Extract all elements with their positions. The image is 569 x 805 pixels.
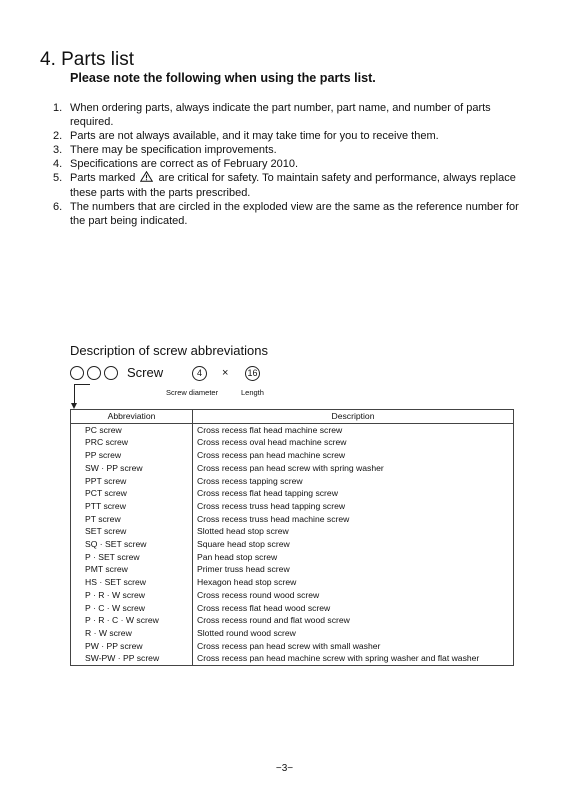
diameter-number: 4 xyxy=(192,366,207,381)
description-cell: Cross recess round wood screw xyxy=(193,589,514,602)
item-text-after: are critical for safety. To maintain safety and performance, always replace these parts with the parts prescribed. xyxy=(70,172,516,199)
list-item xyxy=(53,143,523,157)
screw-abbreviation-table xyxy=(70,409,514,666)
abbreviation-cell: P · C · W screw xyxy=(71,602,193,615)
column-header: Abbreviation xyxy=(71,410,193,424)
item-number: 3. xyxy=(53,144,63,156)
abbreviation-cell: PT screw xyxy=(71,513,193,526)
item-number: 2. xyxy=(53,130,63,142)
screw-word: Screw xyxy=(127,365,164,380)
table-row xyxy=(71,563,514,576)
description-cell: Hexagon head stop screw xyxy=(193,576,514,589)
table-header-row xyxy=(71,410,514,424)
list-item xyxy=(53,200,523,228)
item-number: 5. xyxy=(53,172,63,184)
abbreviation-cell: PCT screw xyxy=(71,487,193,500)
abbr-circle-icon xyxy=(104,366,118,380)
item-number: 6. xyxy=(53,201,63,213)
item-text: There may be specification improvements. xyxy=(70,144,277,156)
description-cell: Cross recess flat head wood screw xyxy=(193,602,514,615)
abbr-circle-icon xyxy=(70,366,84,380)
description-cell: Cross recess pan head screw with small washer xyxy=(193,640,514,653)
table-row xyxy=(71,627,514,640)
list-item xyxy=(53,157,523,171)
item-text: Specifications are correct as of February 2010. xyxy=(70,158,299,170)
length-caption: Length xyxy=(241,388,264,397)
description-cell: Primer truss head screw xyxy=(193,563,514,576)
item-text-before: Parts marked xyxy=(70,172,136,184)
abbreviation-cell: PC screw xyxy=(71,423,193,436)
abbreviation-cell: PP screw xyxy=(71,449,193,462)
description-cell: Cross recess pan head screw with spring washer xyxy=(193,462,514,475)
diameter-caption: Screw diameter xyxy=(166,388,219,397)
abbreviation-cell: PTT screw xyxy=(71,500,193,513)
description-cell: Cross recess truss head tapping screw xyxy=(193,500,514,513)
abbreviation-cell: SET screw xyxy=(71,525,193,538)
table-row xyxy=(71,449,514,462)
usage-note: Please note the following when using the parts list. xyxy=(70,71,376,85)
description-cell: Pan head stop screw xyxy=(193,551,514,564)
table-row xyxy=(71,513,514,526)
abbreviation-cell: PW · PP screw xyxy=(71,640,193,653)
abbr-circle-icon xyxy=(87,366,101,380)
abbreviation-cell: PRC screw xyxy=(71,436,193,449)
item-text: Parts are not always available, and it may take time for you to receive them. xyxy=(70,130,439,142)
abbreviation-cell: P · R · W screw xyxy=(71,589,193,602)
table-row xyxy=(71,423,514,436)
table-row xyxy=(71,538,514,551)
abbreviation-cell: SQ · SET screw xyxy=(71,538,193,551)
description-cell: Cross recess oval head machine screw xyxy=(193,436,514,449)
times-sign: × xyxy=(222,367,229,379)
description-cell: Slotted head stop screw xyxy=(193,525,514,538)
abbreviation-cell: PPT screw xyxy=(71,475,193,488)
table-row xyxy=(71,602,514,615)
table-row xyxy=(71,589,514,602)
abbreviation-cell: P · R · C · W screw xyxy=(71,614,193,627)
page-number: −3− xyxy=(275,763,294,774)
description-cell: Square head stop screw xyxy=(193,538,514,551)
item-text: The numbers that are circled in the exploded view are the same as the reference number for the part being indicated. xyxy=(70,201,519,227)
notes-list xyxy=(53,101,523,228)
warning-triangle-icon xyxy=(140,171,153,186)
screw-legend xyxy=(70,366,400,406)
legend-connector xyxy=(74,384,90,385)
item-number: 4. xyxy=(53,158,63,170)
table-row xyxy=(71,551,514,564)
table-row xyxy=(71,640,514,653)
abbreviation-cell: R · W screw xyxy=(71,627,193,640)
abbreviation-cell: HS · SET screw xyxy=(71,576,193,589)
description-cell: Cross recess pan head machine screw xyxy=(193,449,514,462)
abbreviation-cell: SW · PP screw xyxy=(71,462,193,475)
description-cell: Cross recess tapping screw xyxy=(193,475,514,488)
table-row xyxy=(71,462,514,475)
description-cell: Cross recess flat head tapping screw xyxy=(193,487,514,500)
table-row xyxy=(71,525,514,538)
abbreviation-cell: SW-PW · PP screw xyxy=(71,652,193,665)
table-row xyxy=(71,487,514,500)
abbreviation-cell: PMT screw xyxy=(71,563,193,576)
screw-section-title: Description of screw abbreviations xyxy=(70,343,268,358)
description-cell: Cross recess pan head machine screw with spring washer and flat washer xyxy=(193,652,514,665)
description-cell: Cross recess round and flat wood screw xyxy=(193,614,514,627)
abbreviation-cell: P · SET screw xyxy=(71,551,193,564)
item-number: 1. xyxy=(53,102,63,114)
item-text: When ordering parts, always indicate the part number, part name, and number of parts required. xyxy=(70,102,491,128)
table-row xyxy=(71,475,514,488)
page-heading: 4. Parts list xyxy=(40,48,134,70)
description-cell: Cross recess flat head machine screw xyxy=(193,423,514,436)
list-item xyxy=(53,129,523,143)
column-header: Description xyxy=(193,410,514,424)
description-cell: Slotted round wood screw xyxy=(193,627,514,640)
table-row xyxy=(71,614,514,627)
table-row xyxy=(71,576,514,589)
length-number: 16 xyxy=(245,366,260,381)
list-item xyxy=(53,171,523,200)
table-row xyxy=(71,436,514,449)
list-item xyxy=(53,101,523,129)
legend-connector xyxy=(74,384,75,403)
description-cell: Cross recess truss head machine screw xyxy=(193,513,514,526)
table-row xyxy=(71,500,514,513)
table-row xyxy=(71,652,514,665)
